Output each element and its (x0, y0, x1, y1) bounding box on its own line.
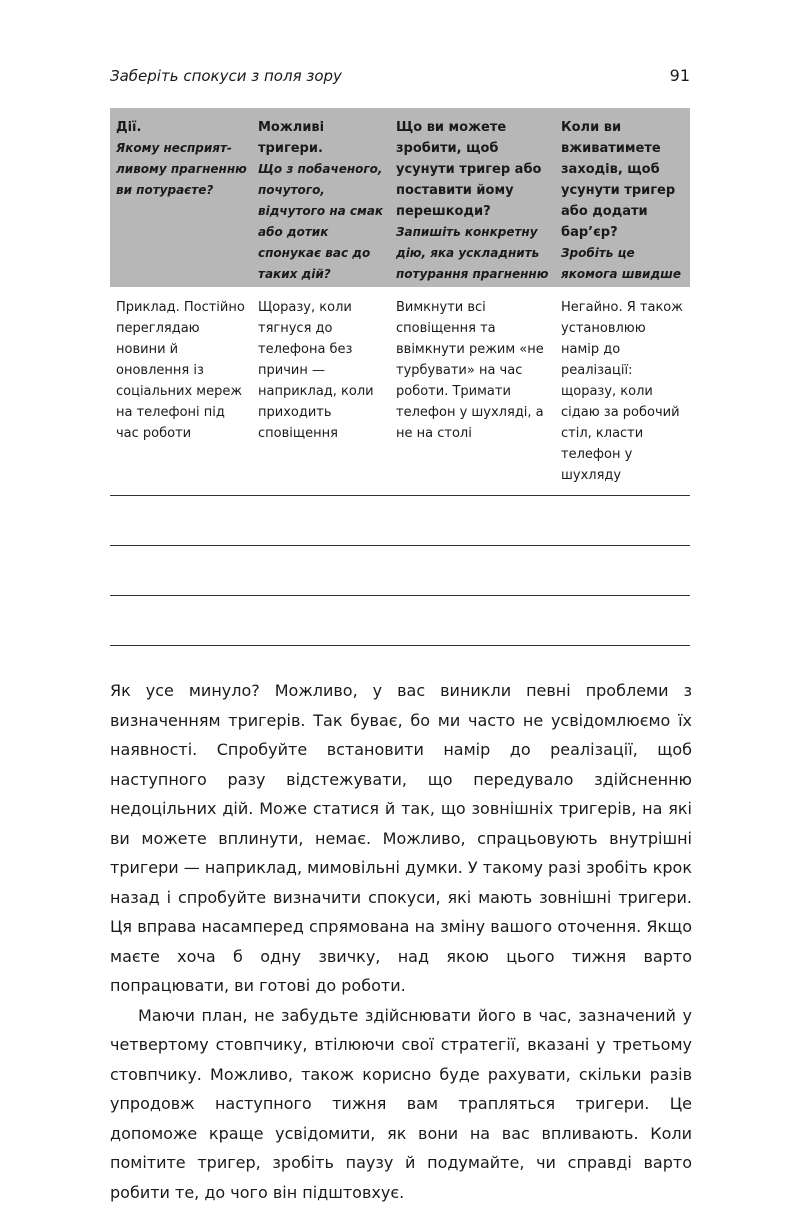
fill-in-line[interactable] (110, 545, 690, 546)
header-actions (110, 108, 252, 287)
header-when (555, 108, 690, 287)
running-head (110, 66, 690, 85)
page-number: 91 (670, 66, 690, 85)
exercise-table (110, 108, 690, 496)
fill-in-line[interactable] (110, 595, 690, 596)
table-cell: Негайно. Я також установлюю намір до реалізації: щоразу, коли сідаю за робочий стіл, класти телефон у шухляду (555, 287, 690, 495)
header-subheading: Зробіть це якомога швидше (561, 243, 686, 285)
table-row (110, 287, 690, 495)
running-head-title: Заберіть спокуси з поля зору (110, 67, 342, 85)
header-subheading: Що з побаченого, почутого, відчутого на смак або дотик спонукає вас до таких дій? (258, 159, 386, 285)
header-remove (390, 108, 555, 287)
header-subheading: Запишіть конкретну дію, яка ускладнить потурання прагненню (396, 222, 551, 285)
header-heading: Що ви можете зробити, щоб усунути тригер або поставити йому перешкоди? (396, 117, 551, 222)
table-cell: Щоразу, коли тягнуся до телефона без причин — наприклад, коли приходить сповіщення (252, 287, 390, 495)
header-triggers (252, 108, 390, 287)
header-subheading: Якому несприят-ливому прагненню ви потураєте? (116, 138, 248, 201)
table-header-row (110, 108, 690, 287)
fill-in-line[interactable] (110, 645, 690, 646)
body-text (110, 676, 692, 1207)
header-heading: Коли ви вживатимете заходів, щоб усунути тригер або додати бар’єр? (561, 117, 686, 243)
paragraph: Як усе минуло? Можливо, у вас виникли певні проблеми з визначенням тригерів. Так буває, бо ми часто не усвідомлюємо їх наявності. Спробуйте встановити намір до реалізації, щоб наступного разу відстежувати, що передувало здійсненню недоцільних дій. Може статися й так, що зовнішніх тригерів, на які ви можете вплинути, немає. Можливо, спрацьовують внутрішні тригери — наприклад, мимовільні думки. У такому разі зробіть крок назад і спробуйте визначити спокуси, які мають зовнішні тригери. Ця вправа насамперед спрямована на зміну вашого оточення. Якщо маєте хоча б одну звичку, над якою цього тижня варто попрацювати, ви готові до роботи. (110, 676, 692, 1001)
header-heading: Можливі тригери. (258, 117, 386, 159)
table-cell: Приклад. Постійно переглядаю новини й оновлення із соціальних мереж на телефоні під час роботи (110, 287, 252, 495)
paragraph: Маючи план, не забудьте здійснювати його в час, зазначений у четвертому стовпчику, втілюючи свої стратегії, вказані у третьому стовпчику. Можливо, також корисно буде рахувати, скільки разів упродовж наступного тижня вам трапляться тригери. Це допоможе краще усвідомити, як вони на вас впливають. Коли помітите тригер, зробіть паузу й подумайте, чи справді варто робити те, до чого він підштовхує. (110, 1001, 692, 1207)
header-heading: Дії. (116, 117, 248, 138)
table-cell: Вимкнути всі сповіщення та ввімкнути режим «не турбувати» на час роботи. Тримати телефон у шухляді, а не на столі (390, 287, 555, 495)
